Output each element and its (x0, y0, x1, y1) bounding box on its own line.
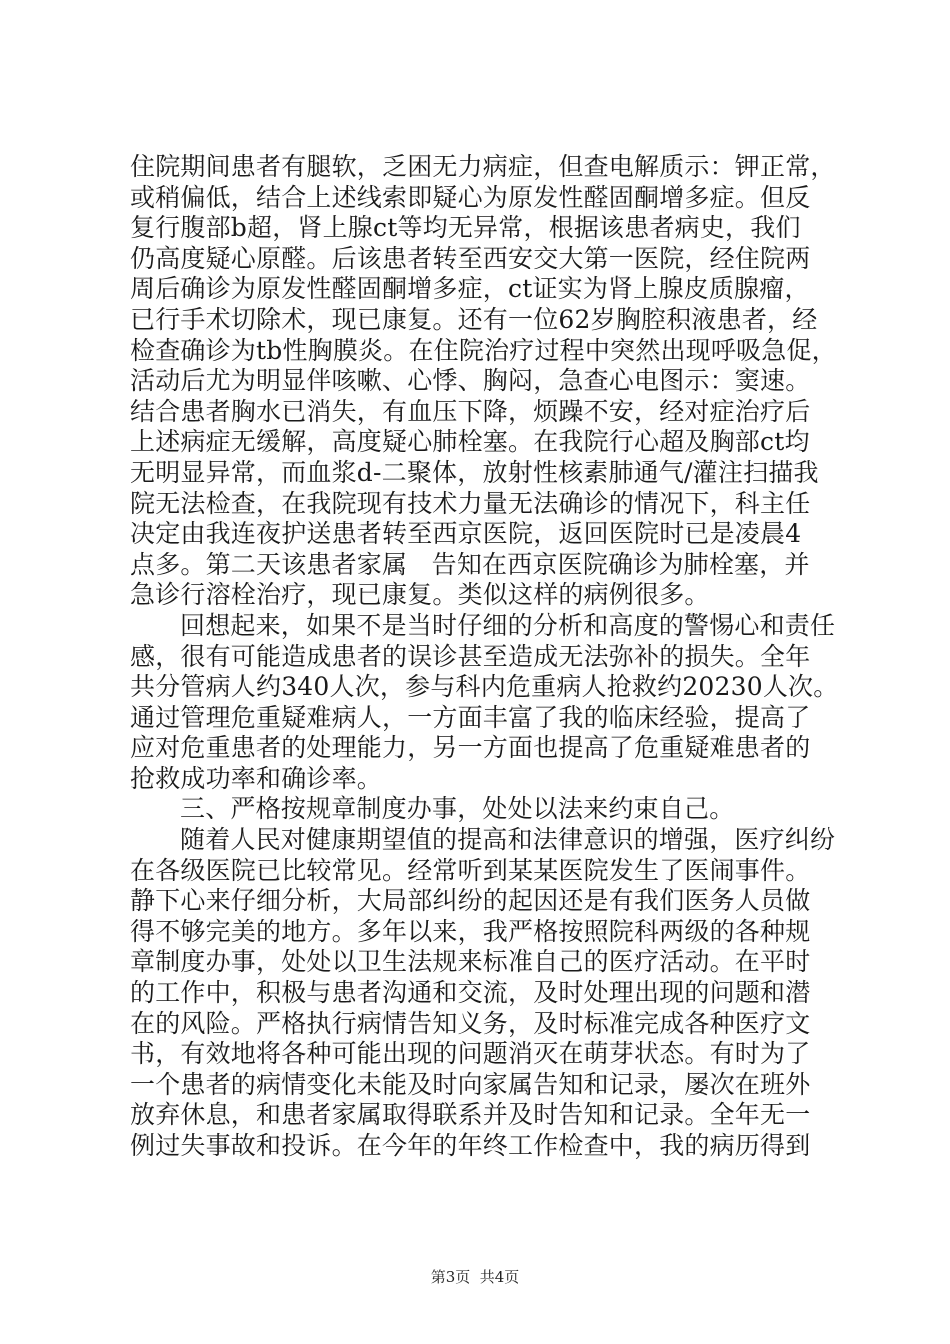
text-line: 得不够完美的地方。多年以来，我严格按照院科两级的各种规 (130, 916, 811, 946)
text-line: 共分管病人约340人次，参与科内危重病人抢救约20230人次。 (130, 672, 839, 702)
text-line: 章制度办事，处处以卫生法规来标准自己的医疗活动。在平时 (130, 947, 811, 977)
text-line: 感，很有可能造成患者的误诊甚至造成无法弥补的损失。全年 (130, 641, 811, 671)
text-line: 在的风险。严格执行病情告知义务，及时标准完成各种医疗文 (130, 1008, 811, 1038)
text-line: 抢救成功率和确诊率。 (130, 763, 383, 793)
text-line: 的工作中，积极与患者沟通和交流，及时处理出现的问题和潜 (130, 978, 811, 1008)
text-line: 应对危重患者的处理能力，另一方面也提高了危重疑难患者的 (130, 733, 811, 763)
text-line: 急诊行溶栓治疗，现已康复。类似这样的病例很多。 (130, 580, 710, 610)
section-heading: 三、严格按规章制度办事，处处以法来约束自己。 (180, 794, 735, 824)
text-line: 住院期间患者有腿软，乏困无力病症，但查电解质示：钾正常， (130, 152, 836, 181)
text-line: 决定由我连夜护送患者转至西京医院，返回医院时已是凌晨4 (130, 519, 802, 549)
page-footer: 第3页 共4页 (430, 1268, 520, 1286)
text-line: 院无法检查，在我院现有技术力量无法确诊的情况下，科主任 (130, 488, 811, 518)
text-line: 结合患者胸水已消失，有血压下降，烦躁不安，经对症治疗后 (130, 396, 811, 426)
text-line: 已行手术切除术，现已康复。还有一位62岁胸腔积液患者，经 (130, 304, 818, 334)
text-line: 无明显异常，而血浆d-二聚体，放射性核素肺通气/灌注扫描我 (130, 457, 819, 487)
text-line: 一个患者的病情变化未能及时向家属告知和记录，屡次在班外 (130, 1069, 811, 1099)
text-line: 静下心来仔细分析，大局部纠纷的起因还是有我们医务人员做 (130, 886, 811, 916)
text-line: 仍高度疑心原醛。后该患者转至西安交大第一医院，经住院两 (130, 243, 811, 273)
text-line: 书，有效地将各种可能出现的问题消灭在萌芽状态。有时为了 (130, 1039, 811, 1069)
text-line: 或稍偏低，结合上述线索即疑心为原发性醛固酮增多症。但反 (130, 182, 811, 212)
text-line: 在各级医院已比较常见。经常听到某某医院发生了医闹事件。 (130, 855, 811, 885)
text-line: 通过管理危重疑难病人，一方面丰富了我的临床经验，提高了 (130, 702, 811, 732)
paragraph-first-line: 回想起来，如果不是当时仔细的分析和高度的警惕心和责任 (180, 610, 836, 640)
text-line: 检查确诊为tb性胸膜炎。在住院治疗过程中突然出现呼吸急促， (130, 335, 837, 365)
text-line: 例过失事故和投诉。在今年的年终工作检查中，我的病历得到 (130, 1131, 811, 1160)
text-line: 点多。第二天该患者家属 告知在西京医院确诊为肺栓塞，并 (130, 549, 810, 579)
text-line: 活动后尤为明显伴咳嗽、心悸、胸闷，急查心电图示：窦速。 (130, 366, 811, 396)
text-line: 周后确诊为原发性醛固酮增多症，ct证实为肾上腺皮质腺瘤， (130, 274, 810, 304)
document-body (130, 152, 839, 1162)
text-line: 放弃休息，和患者家属取得联系并及时告知和记录。全年无一 (130, 1100, 811, 1130)
paragraph-first-line: 随着人民对健康期望值的提高和法律意识的增强，医疗纠纷 (180, 825, 836, 855)
text-line: 上述病症无缓解，高度疑心肺栓塞。在我院行心超及胸部ct均 (130, 427, 810, 457)
text-line: 复行腹部b超，肾上腺ct等均无异常，根据该患者病史，我们 (130, 213, 801, 243)
